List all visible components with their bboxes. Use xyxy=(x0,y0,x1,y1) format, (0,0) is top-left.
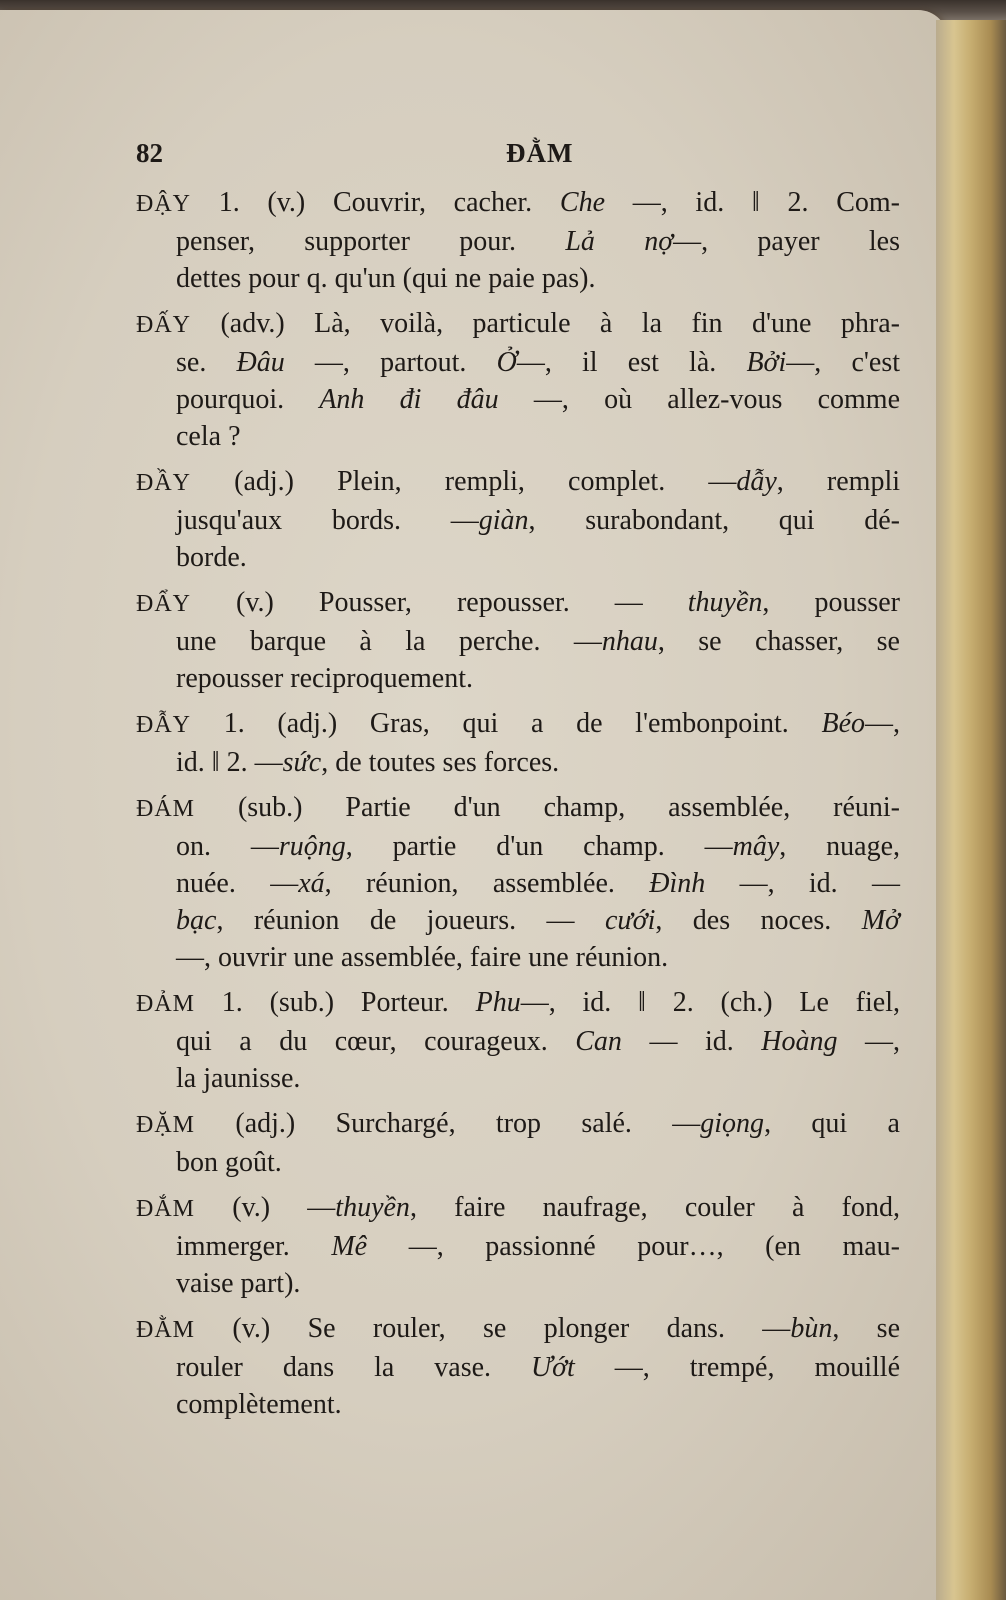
definition-text: nuée. — xyxy=(176,868,299,899)
entry-line xyxy=(136,463,900,502)
definition-text: une barque à la perche. — xyxy=(176,626,602,657)
definition-text: on. — xyxy=(176,831,279,862)
vietnamese-example: Mở xyxy=(861,905,901,936)
definition-text: jusqu'aux bords. — xyxy=(176,505,479,536)
vietnamese-example: cưới xyxy=(604,905,656,936)
definition-text: , pousser xyxy=(762,587,901,618)
headword: ĐẮM xyxy=(136,1196,196,1222)
definition-text: , partie d'un champ. — xyxy=(345,831,733,862)
entry-line xyxy=(136,305,900,344)
entry-line xyxy=(136,344,900,381)
entry-line xyxy=(136,789,900,828)
definition-text: —, xyxy=(837,1026,901,1057)
book-page xyxy=(0,10,948,1600)
vietnamese-example: Mê xyxy=(331,1231,368,1262)
entry-line xyxy=(136,660,900,697)
vietnamese-example: xá xyxy=(298,868,325,899)
entry-line xyxy=(136,381,900,418)
definition-text: —, xyxy=(865,708,900,739)
definition-text: (adj.) Surchargé, trop salé. — xyxy=(195,1108,701,1139)
vietnamese-example: dẫy xyxy=(736,466,777,497)
entry-line xyxy=(136,1310,900,1349)
definition-text: , de toutes ses forces. xyxy=(321,747,560,778)
definition-text: (v.) Pousser, repousser. — xyxy=(191,587,688,618)
definition-text: (v.) Se rouler, se plonger dans. — xyxy=(195,1313,791,1344)
definition-text: , se chasser, se xyxy=(657,626,900,657)
entry-line xyxy=(136,1228,900,1265)
entry-line xyxy=(136,1189,900,1228)
definition-text: 1. (sub.) Porteur. xyxy=(195,987,476,1018)
definition-text: vaise part). xyxy=(176,1268,301,1299)
entry-line xyxy=(136,184,900,223)
headword: ĐẨY xyxy=(136,591,191,617)
definition-text: 1. (v.) Couvrir, cacher. xyxy=(191,187,560,218)
definition-text: , surabondant, qui dé- xyxy=(528,505,901,536)
definition-text: —, trempé, mouillé xyxy=(574,1352,900,1383)
definition-text: rouler dans la vase. xyxy=(176,1352,531,1383)
vietnamese-example: Bởi xyxy=(746,347,787,378)
headword: ĐÁM xyxy=(136,796,196,822)
page-text xyxy=(136,132,900,1431)
entry-line xyxy=(136,584,900,623)
definition-text: , rempli xyxy=(776,466,900,497)
vietnamese-example: giàn xyxy=(478,505,529,536)
page-edges xyxy=(936,20,1006,1600)
dictionary-entry xyxy=(136,463,900,576)
dictionary-entry xyxy=(136,305,900,455)
entry-line xyxy=(136,902,900,939)
definition-text: , réunion, assemblée. xyxy=(324,868,650,899)
definition-text: —, où allez-vous comme xyxy=(498,384,900,415)
vietnamese-example: Ở xyxy=(496,347,517,378)
vietnamese-example: Béo xyxy=(821,708,865,739)
definition-text: penser, supporter pour. xyxy=(176,226,566,257)
definition-text: complètement. xyxy=(176,1389,342,1420)
entry-line xyxy=(136,984,900,1023)
definition-text: repousser reciproquement. xyxy=(176,663,473,694)
vietnamese-example: Ướt xyxy=(530,1352,575,1383)
definition-text: qui a du cœur, courageux. xyxy=(176,1026,576,1057)
vietnamese-example: Anh đi đâu xyxy=(319,384,499,415)
definition-text: dettes pour q. qu'un (qui ne paie pas). xyxy=(176,263,596,294)
definition-text: —, payer les xyxy=(673,226,900,257)
vietnamese-example: thuyền xyxy=(687,587,763,618)
dictionary-entries xyxy=(136,184,900,1423)
definition-text: bon goût. xyxy=(176,1147,282,1178)
definition-text: , qui a xyxy=(764,1108,900,1139)
definition-text: , faire naufrage, couler à fond, xyxy=(409,1192,900,1223)
headword: ĐẶM xyxy=(136,1112,196,1138)
entry-line xyxy=(136,1060,900,1097)
page-header xyxy=(136,132,900,184)
entry-line xyxy=(136,1023,900,1060)
definition-text: pourquoi. xyxy=(176,384,320,415)
vietnamese-example: Phu xyxy=(475,987,521,1018)
entry-line xyxy=(136,705,900,744)
headword: ĐẰM xyxy=(136,1317,196,1343)
definition-text: la jaunisse. xyxy=(176,1063,301,1094)
entry-line xyxy=(136,939,900,976)
definition-text: , réunion de joueurs. — xyxy=(216,905,605,936)
vietnamese-example: Đâu xyxy=(236,347,285,378)
definition-text: (sub.) Partie d'un champ, assemblée, réuni- xyxy=(195,792,900,823)
entry-line xyxy=(136,502,900,539)
dictionary-entry xyxy=(136,184,900,297)
vietnamese-example: bùn xyxy=(790,1313,833,1344)
definition-text: —, il est là. xyxy=(516,347,747,378)
definition-text: —, partout. xyxy=(284,347,497,378)
definition-text: cela ? xyxy=(176,421,241,452)
definition-text: — id. xyxy=(621,1026,762,1057)
definition-text: —, id. ‖ 2. (ch.) Le fiel, xyxy=(520,987,900,1018)
vietnamese-example: giọng xyxy=(700,1108,765,1139)
vietnamese-example: Lả nợ xyxy=(565,226,674,257)
vietnamese-example: thuyền xyxy=(335,1192,410,1223)
entry-line xyxy=(136,1386,900,1423)
dictionary-entry xyxy=(136,1189,900,1302)
headword: ĐẤY xyxy=(136,312,191,338)
entry-line xyxy=(136,418,900,455)
definition-text: —, c'est xyxy=(786,347,901,378)
definition-text: immerger. xyxy=(176,1231,332,1262)
dictionary-entry xyxy=(136,1310,900,1423)
entry-line xyxy=(136,865,900,902)
entry-line xyxy=(136,623,900,660)
definition-text: —, passionné pour…, (en mau- xyxy=(367,1231,900,1262)
definition-text: —, id. — xyxy=(705,868,901,899)
headword: ĐẬY xyxy=(136,191,191,217)
definition-text: , nuage, xyxy=(779,831,900,862)
headword: ĐẢM xyxy=(136,991,196,1017)
running-title: ĐẰM xyxy=(506,138,574,168)
entry-line xyxy=(136,223,900,260)
definition-text: 1. (adj.) Gras, qui a de l'embonpoint. xyxy=(191,708,822,739)
definition-text: (v.) — xyxy=(195,1192,336,1223)
entry-line xyxy=(136,1144,900,1181)
vietnamese-example: mây xyxy=(732,831,780,862)
vietnamese-example: Can xyxy=(575,1026,622,1057)
vietnamese-example: Che xyxy=(559,187,605,218)
definition-text: —, id. ‖ 2. Com- xyxy=(605,187,900,218)
definition-text: id. ‖ 2. — xyxy=(176,747,283,778)
definition-text: se. xyxy=(176,347,237,378)
headword: ĐẦY xyxy=(136,470,191,496)
entry-line xyxy=(136,260,900,297)
vietnamese-example: ruộng xyxy=(278,831,346,862)
entry-line xyxy=(136,1105,900,1144)
definition-text: borde. xyxy=(176,542,247,573)
dictionary-entry xyxy=(136,984,900,1097)
vietnamese-example: nhau xyxy=(601,626,658,657)
entry-line xyxy=(136,539,900,576)
dictionary-entry xyxy=(136,1105,900,1181)
vietnamese-example: Hoàng xyxy=(761,1026,838,1057)
entry-line xyxy=(136,828,900,865)
definition-text: , se xyxy=(832,1313,900,1344)
entry-line xyxy=(136,744,900,781)
definition-text: , des noces. xyxy=(655,905,862,936)
page-number: 82 xyxy=(136,138,163,168)
definition-text: —, ouvrir une assemblée, faire une réunion. xyxy=(176,942,669,973)
dictionary-entry xyxy=(136,584,900,697)
entry-line xyxy=(136,1349,900,1386)
dictionary-entry xyxy=(136,789,900,976)
vietnamese-example: bạc xyxy=(176,905,217,936)
entry-line xyxy=(136,1265,900,1302)
dictionary-entry xyxy=(136,705,900,781)
definition-text: (adj.) Plein, rempli, complet. — xyxy=(191,466,737,497)
definition-text: (adv.) Là, voilà, particule à la fin d'une phra- xyxy=(191,308,900,339)
vietnamese-example: Đình xyxy=(649,868,706,899)
headword: ĐẪY xyxy=(136,712,191,738)
vietnamese-example: sức xyxy=(282,747,322,778)
